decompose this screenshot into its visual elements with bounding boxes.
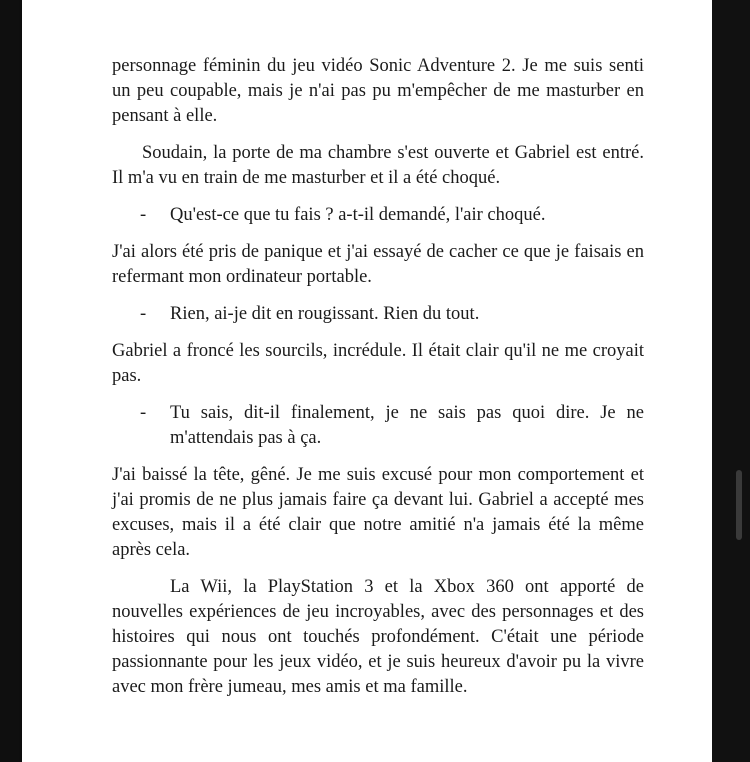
- dialogue-text: Qu'est-ce que tu fais ? a-t-il demandé, l'air choqué.: [170, 205, 546, 225]
- dialogue-3: [112, 401, 644, 451]
- paragraph-4: Gabriel a froncé les sourcils, incrédule. Il était clair qu'il ne me croyait pas.: [112, 341, 644, 386]
- right-margin: [712, 0, 750, 762]
- left-margin: [0, 0, 22, 762]
- dialogue-dash: -: [140, 205, 147, 225]
- page-text: [112, 54, 644, 700]
- paragraph-1: personnage féminin du jeu vidéo Sonic Adventure 2. Je me suis senti un peu coupable, mais je n'ai pas pu m'empêcher de me masturber en pensant à elle.: [112, 56, 644, 126]
- dialogue-dash: -: [140, 403, 147, 423]
- document-page: [22, 0, 712, 762]
- paragraph-6: La Wii, la PlayStation 3 et la Xbox 360 ont apporté de nouvelles expériences de jeu incroyables, avec des personnages et des histoires qui nous ont touchés profondément. C'était une période passionnante pour les jeux vidéo, et je suis heureux d'avoir pu la vivre avec mon frère jumeau, mes amis et ma famille.: [112, 577, 644, 697]
- dialogue-text: Tu sais, dit-il finalement, je ne sais pas quoi dire. Je ne m'attendais pas à ça.: [170, 403, 644, 448]
- dialogue-dash: -: [140, 304, 147, 324]
- dialogue-1: [112, 203, 644, 228]
- dialogue-text: Rien, ai-je dit en rougissant. Rien du tout.: [170, 304, 480, 324]
- dialogue-2: [112, 302, 644, 327]
- paragraph-3: J'ai alors été pris de panique et j'ai essayé de cacher ce que je faisais en refermant mon ordinateur portable.: [112, 242, 644, 287]
- paragraph-5: J'ai baissé la tête, gêné. Je me suis excusé pour mon comportement et j'ai promis de ne plus jamais faire ça devant lui. Gabriel a accepté mes excuses, mais il a été clair que notre amitié n'a jamais été la même après cela.: [112, 465, 644, 560]
- paragraph-2: Soudain, la porte de ma chambre s'est ouverte et Gabriel est entré. Il m'a vu en train de me masturber et il a été choqué.: [112, 143, 644, 188]
- scrollbar-thumb[interactable]: [736, 470, 742, 540]
